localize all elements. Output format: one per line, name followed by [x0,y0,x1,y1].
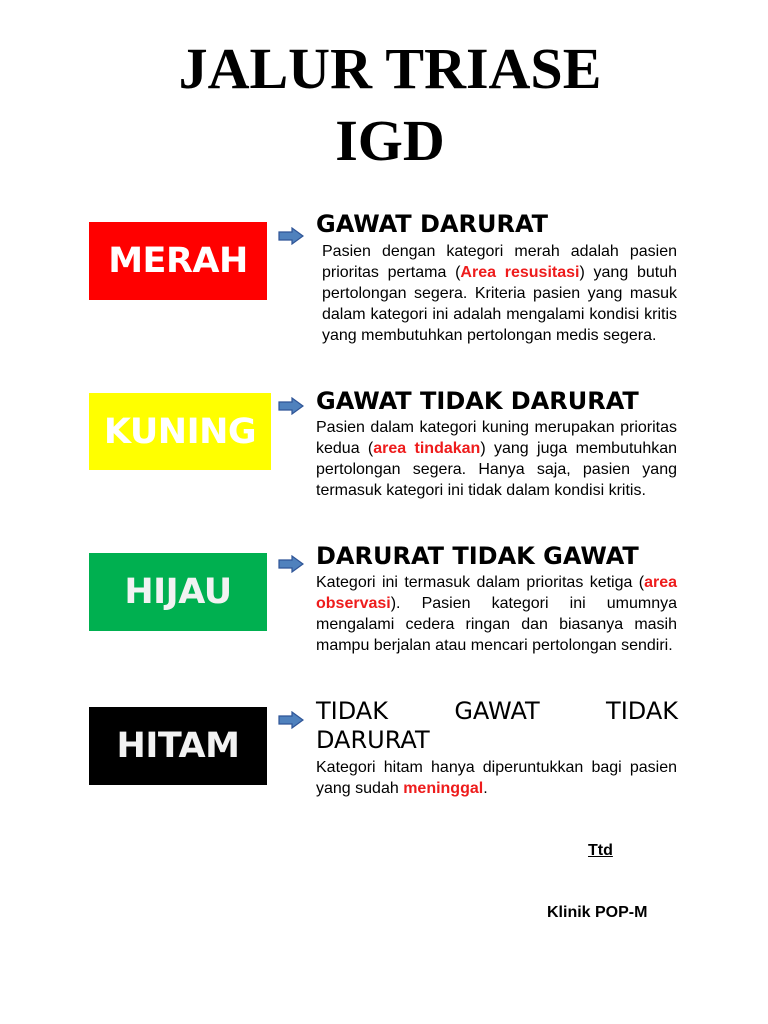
clinic-name: Klinik POP-M [547,904,648,921]
desc-hijau-highlight: area observasi [316,574,677,612]
badge-hitam: HITAM [89,707,267,785]
desc-hitam [316,757,677,799]
desc-merah-text-1: Pasien dengan kategori merah adalah pasien prioritas pertama ( [322,243,677,281]
right-arrow-icon [278,555,304,573]
desc-hijau [316,572,677,656]
desc-hitam-text-1: Kategori hitam hanya diperuntukkan bagi pasien yang sudah [316,759,677,797]
desc-kuning [316,417,677,501]
desc-kuning-text-1: Pasien dalam kategori kuning merupakan prioritas kedua ( [316,419,677,457]
heading-row-1 [316,697,678,726]
badge-merah: MERAH [89,222,267,300]
desc-merah-highlight: Area resusitasi [460,264,580,281]
desc-hitam-highlight: meninggal [403,780,484,797]
signature-label: Ttd [588,842,613,859]
desc-merah-text-2: ) yang butuh pertolongan segera. Kriteria pasien yang masuk dalam kategori ini adalah mengalami kondisi kritis yang membutuhkan pertolongan medis segera. [322,264,677,344]
right-arrow-icon [278,227,304,245]
right-arrow-icon [278,397,304,415]
desc-hijau-text-2: ). Pasien kategori ini umumnya mengalami cedera ringan dan biasanya masih mampu berjalan atau mencari pertolongan sendiri. [316,595,677,654]
heading-word-1: TIDAK [316,697,388,725]
heading-word-3: TIDAK [606,697,678,725]
badge-kuning: KUNING [89,393,271,470]
page-title-line-1: JALUR TRIASE [178,36,602,101]
desc-hijau-text-1: Kategori ini termasuk dalam prioritas ketiga ( [316,574,645,591]
desc-merah [322,241,677,346]
heading-tidak-gawat-tidak-darurat [316,697,678,755]
desc-kuning-text-2: ) yang juga membutuhkan pertolongan segera. Hanya saja, pasien yang termasuk kategori ini tidak dalam kondisi kritis. [316,440,678,499]
desc-kuning-highlight: area tindakan [373,440,481,457]
heading-word-2: GAWAT [454,697,540,725]
heading-gawat-tidak-darurat: GAWAT TIDAK DARURAT [316,387,639,415]
page-title-line-2: IGD [335,108,445,173]
desc-hitam-text-2: . [483,780,488,797]
badge-hijau: HIJAU [89,553,267,631]
heading-gawat-darurat: GAWAT DARURAT [316,210,549,238]
heading-row-2: DARURAT [316,726,430,754]
heading-darurat-tidak-gawat: DARURAT TIDAK GAWAT [316,542,639,570]
right-arrow-icon [278,711,304,729]
